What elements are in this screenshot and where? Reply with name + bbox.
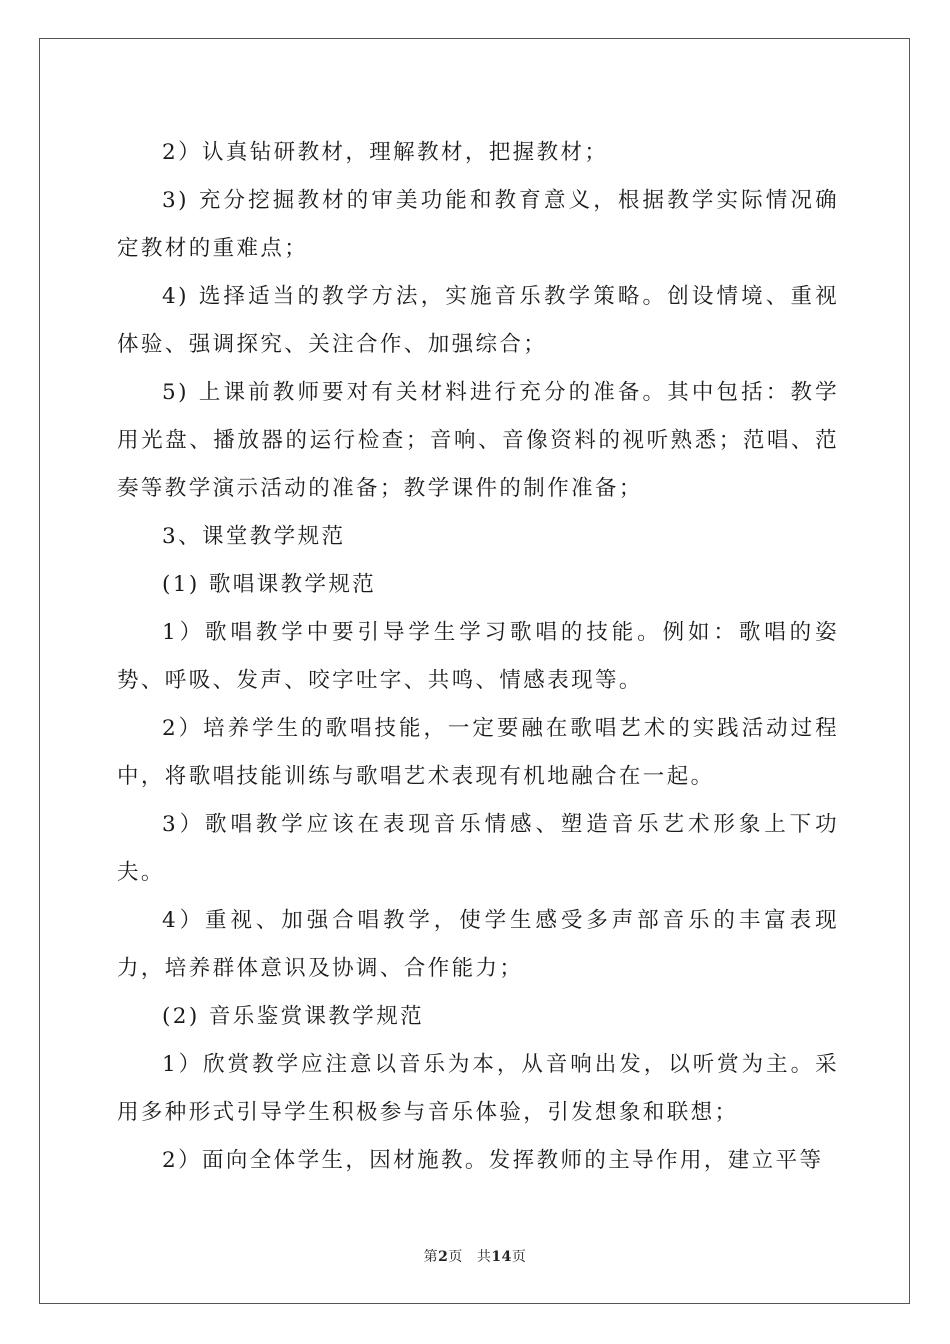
paragraph: 5) 上课前教师要对有关材料进行充分的准备。其中包括：教学用光盘、播放器的运行检查；音响、音像资料的视听熟悉；范唱、范奏等教学演示活动的准备；教学课件的制作准备；	[117, 380, 839, 501]
page-current: 2	[438, 1249, 449, 1265]
paragraph: 2）认真钻研教材，理解教材，把握教材；	[162, 140, 609, 165]
total-suffix: 页	[511, 1249, 527, 1265]
paragraph: 4) 选择适当的教学方法，实施音乐教学策略。创设情境、重视体验、强调探究、关注合作、加强综合；	[117, 284, 839, 357]
paragraph: 4）重视、加强合唱教学，使学生感受多声部音乐的丰富表现力，培养群体意识及协调、合作能力；	[117, 908, 839, 981]
paragraph: 2）面向全体学生，因材施教。发挥教师的主导作用，建立平等	[162, 1148, 824, 1173]
page-footer	[0, 1246, 950, 1266]
section-heading: 3、课堂教学规范	[162, 524, 346, 549]
document-body	[117, 129, 839, 1185]
subsection-heading: (1) 歌唱课教学规范	[162, 572, 377, 597]
paragraph: 2）培养学生的歌唱技能，一定要融在歌唱艺术的实践活动过程中，将歌唱技能训练与歌唱艺术表现有机地融合在一起。	[117, 716, 839, 789]
page-total: 14	[491, 1249, 512, 1265]
subsection-heading: (2) 音乐鉴赏课教学规范	[162, 1004, 424, 1029]
total-prefix: 共	[476, 1249, 492, 1265]
paragraph: 1）欣赏教学应注意以音乐为本，从音响出发，以听赏为主。采用多种形式引导学生积极参与音乐体验，引发想象和联想；	[117, 1052, 839, 1125]
paragraph: 3) 充分挖掘教材的审美功能和教育意义，根据教学实际情况确定教材的重难点；	[117, 188, 839, 261]
page-prefix: 第	[423, 1249, 439, 1265]
paragraph: 1）歌唱教学中要引导学生学习歌唱的技能。例如：歌唱的姿势、呼吸、发声、咬字吐字、共鸣、情感表现等。	[117, 620, 839, 693]
page-suffix: 页	[448, 1249, 463, 1265]
paragraph: 3）歌唱教学应该在表现音乐情感、塑造音乐艺术形象上下功夫。	[117, 812, 839, 885]
